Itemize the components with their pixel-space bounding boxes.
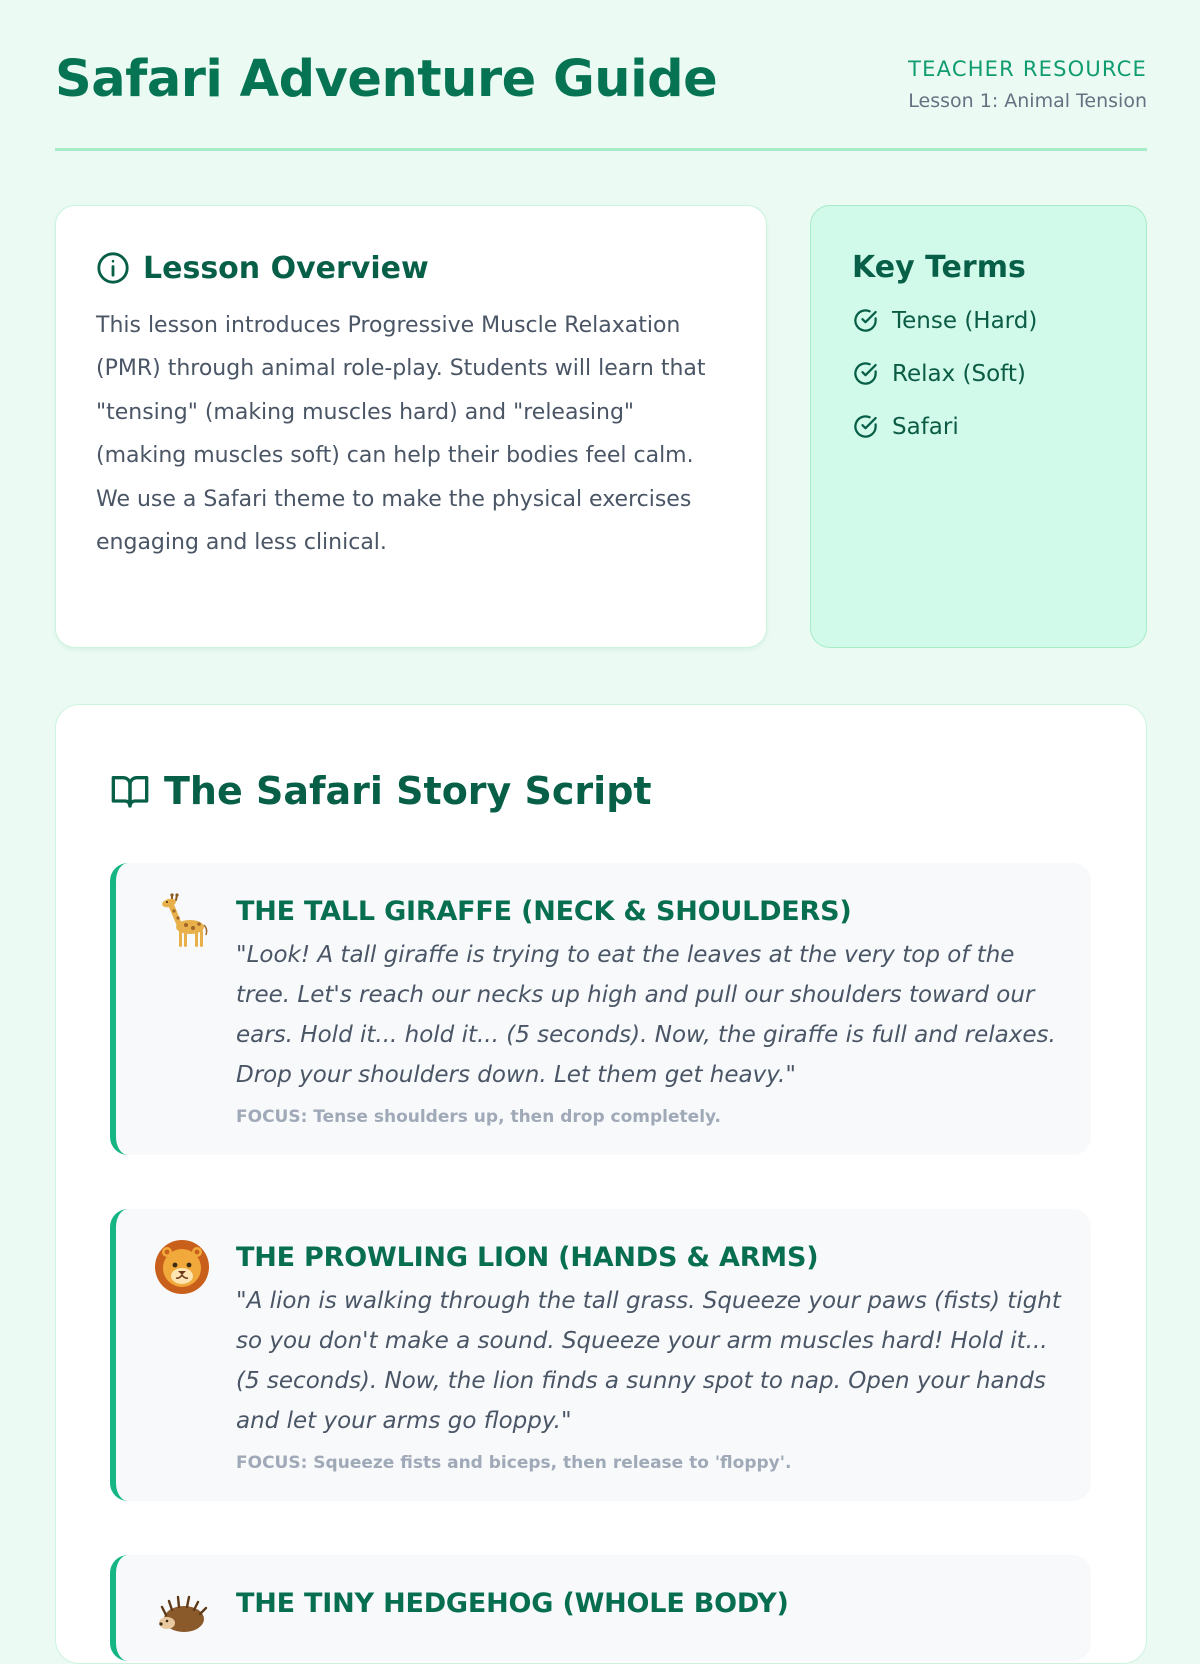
giraffe-icon bbox=[152, 891, 212, 951]
step-title: THE TALL GIRAFFE (NECK & SHOULDERS) bbox=[236, 896, 852, 927]
lesson-overview-text: This lesson introduces Progressive Muscle Relaxation (PMR) through animal role-play. Students will learn that "tensing" (making muscles hard) and "releasing" (making muscles soft) can help their bodies feel calm. We use a Safari theme to make the physical exercises engaging and less clinical. bbox=[96, 313, 706, 556]
hedgehog-icon bbox=[152, 1583, 212, 1643]
open-book-icon bbox=[110, 771, 150, 811]
key-term-label: Safari bbox=[892, 413, 959, 440]
safari-script-card bbox=[55, 704, 1147, 1664]
step-focus-note: FOCUS: Squeeze fists and biceps, then release to 'floppy'. bbox=[236, 1453, 792, 1473]
key-term-label: Relax (Soft) bbox=[892, 360, 1026, 387]
safari-script-title: The Safari Story Script bbox=[164, 769, 652, 813]
header-meta bbox=[908, 56, 1147, 113]
lion-icon bbox=[152, 1237, 212, 1297]
info-circle-icon bbox=[96, 251, 130, 285]
step-focus-note: FOCUS: Tense shoulders up, then drop completely. bbox=[236, 1107, 721, 1127]
lesson-overview-title: Lesson Overview bbox=[143, 250, 429, 286]
step-script-text: "Look! A tall giraffe is trying to eat the leaves at the very top of the tree. Let's reach our necks up high and pull our shoulders toward our ears. Hold it... hold it... (5 seconds). Now, the giraffe is full and relaxes. Drop your shoulders down. Let them get heavy." bbox=[236, 942, 1056, 1088]
key-term-item bbox=[852, 294, 1106, 347]
check-circle-icon bbox=[852, 307, 879, 334]
lesson-overview-card bbox=[55, 205, 767, 648]
resource-label: TEACHER RESOURCE bbox=[908, 57, 1147, 81]
key-terms-card bbox=[810, 205, 1147, 648]
check-circle-icon bbox=[852, 360, 879, 387]
step-title: THE TINY HEDGEHOG (WHOLE BODY) bbox=[236, 1588, 789, 1619]
step-title: THE PROWLING LION (HANDS & ARMS) bbox=[236, 1242, 819, 1273]
page-title: Safari Adventure Guide bbox=[55, 50, 718, 109]
key-term-item bbox=[852, 347, 1106, 400]
lesson-subtitle: Lesson 1: Animal Tension bbox=[908, 90, 1147, 113]
key-terms-title: Key Terms bbox=[852, 250, 1026, 285]
lesson-overview-header bbox=[96, 248, 726, 288]
script-step-hedgehog bbox=[110, 1555, 1091, 1661]
check-circle-icon bbox=[852, 413, 879, 440]
step-script-text: "A lion is walking through the tall grass. Squeeze your paws (fists) tight so you don't make a sound. Squeeze your arm muscles hard! Hold it... (5 seconds). Now, the lion finds a sunny spot to nap. Open your hands and let your arms go floppy." bbox=[236, 1288, 1061, 1434]
key-term-item bbox=[852, 400, 1106, 453]
key-terms-list bbox=[852, 294, 1106, 453]
script-steps bbox=[110, 863, 1091, 1661]
key-term-label: Tense (Hard) bbox=[892, 307, 1038, 334]
script-step-lion bbox=[110, 1209, 1091, 1501]
safari-script-header bbox=[110, 761, 1091, 821]
page-header bbox=[55, 40, 1147, 151]
script-step-giraffe bbox=[110, 863, 1091, 1155]
